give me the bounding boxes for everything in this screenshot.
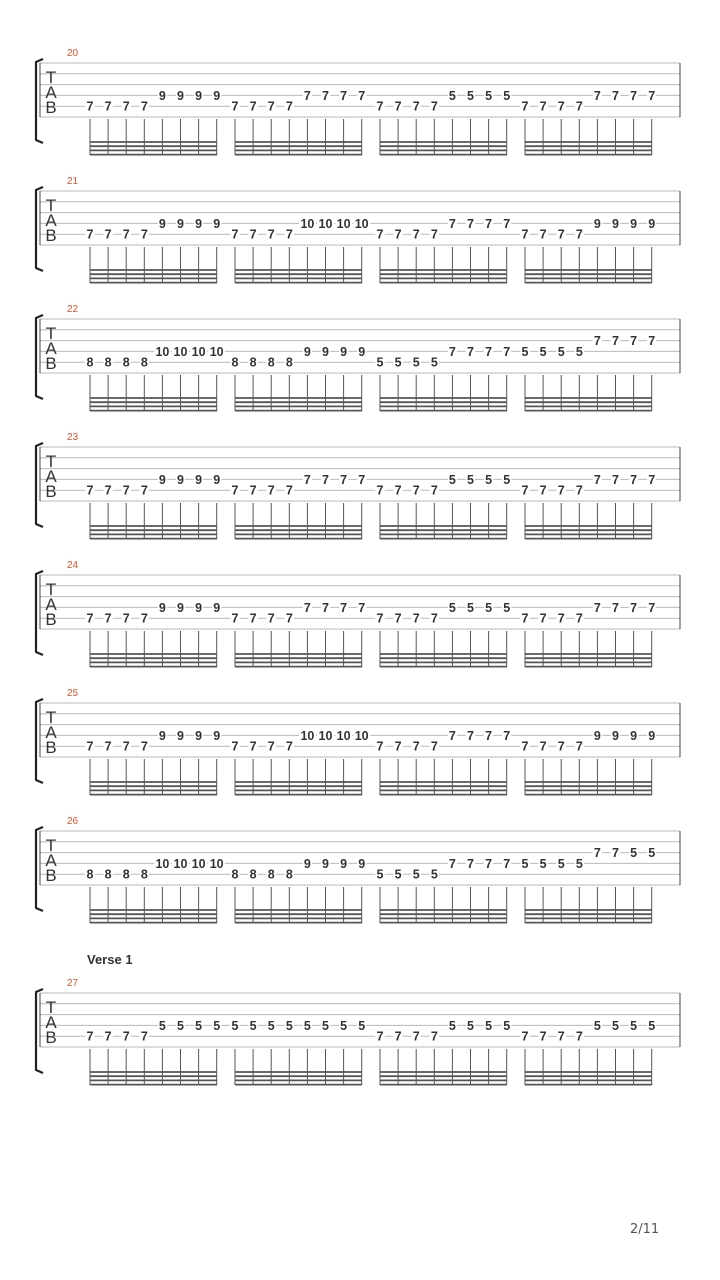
fret-number: 7 (267, 99, 275, 114)
tab-system (36, 176, 680, 283)
fret-number: 7 (467, 344, 474, 359)
fret-number: 9 (213, 600, 221, 615)
fret-number: 5 (285, 1018, 293, 1033)
fret-number: 9 (358, 856, 366, 871)
fret-number: 9 (303, 856, 311, 871)
fret-number: 7 (231, 739, 239, 754)
fret-number: 9 (648, 728, 656, 743)
fret-number: 7 (303, 472, 311, 487)
fret-number: 5 (448, 1018, 456, 1033)
fret-number: 7 (86, 611, 94, 626)
tab-clef-letter: B (45, 1028, 57, 1047)
fret-number: 5 (503, 472, 511, 487)
fret-number: 7 (140, 483, 148, 498)
fret-number: 5 (612, 1018, 619, 1033)
fret-number: 7 (376, 1029, 384, 1044)
fret-number: 7 (394, 611, 402, 626)
fret-number: 8 (249, 355, 257, 370)
fret-number: 8 (231, 355, 239, 370)
fret-number: 8 (122, 867, 130, 882)
fret-number: 5 (630, 1018, 638, 1033)
fret-number: 8 (86, 867, 94, 882)
tab-system (36, 304, 680, 411)
fret-number: 5 (322, 1018, 329, 1033)
fret-number: 8 (140, 355, 148, 370)
fret-number: 7 (503, 216, 511, 231)
fret-number: 7 (376, 739, 384, 754)
fret-number: 7 (340, 88, 348, 103)
fret-number: 8 (140, 867, 148, 882)
tab-clef-letter: T (45, 708, 57, 727)
tab-clef-letter: B (45, 866, 57, 885)
fret-number: 5 (303, 1018, 311, 1033)
fret-number: 9 (340, 856, 348, 871)
fret-number: 7 (485, 856, 493, 871)
fret-number: 5 (539, 344, 547, 359)
fret-number: 10 (336, 728, 351, 743)
fret-number: 7 (122, 739, 130, 754)
fret-number: 7 (140, 1029, 148, 1044)
tab-clef-letter: B (45, 482, 57, 501)
fret-number: 5 (648, 846, 656, 861)
fret-number: 9 (213, 728, 221, 743)
fret-number: 7 (612, 600, 619, 615)
fret-number: 5 (539, 856, 547, 871)
fret-number: 5 (521, 856, 529, 871)
fret-number: 9 (648, 216, 656, 231)
fret-number: 7 (575, 1029, 583, 1044)
fret-number: 7 (557, 483, 565, 498)
tab-clef-letter: A (45, 339, 57, 358)
fret-number: 7 (593, 846, 601, 861)
fret-number: 5 (394, 355, 402, 370)
fret-number: 9 (630, 216, 638, 231)
fret-number: 7 (122, 483, 130, 498)
fret-number: 7 (612, 88, 619, 103)
fret-number: 5 (503, 88, 511, 103)
fret-number: 7 (358, 600, 366, 615)
fret-number: 5 (503, 1018, 511, 1033)
fret-number: 7 (267, 483, 275, 498)
tab-system (36, 688, 680, 795)
fret-number: 7 (521, 99, 529, 114)
fret-number: 9 (593, 728, 601, 743)
fret-number: 9 (303, 344, 311, 359)
fret-number: 10 (173, 856, 188, 871)
fret-number: 7 (557, 739, 565, 754)
fret-number: 5 (358, 1018, 366, 1033)
fret-number: 7 (557, 1029, 565, 1044)
fret-number: 7 (285, 611, 293, 626)
fret-number: 7 (503, 344, 511, 359)
fret-number: 7 (575, 739, 583, 754)
fret-number: 7 (539, 483, 547, 498)
tab-clef-letter: T (45, 324, 57, 343)
fret-number: 7 (521, 1029, 529, 1044)
fret-number: 5 (158, 1018, 166, 1033)
fret-number: 5 (195, 1018, 203, 1033)
fret-number: 5 (231, 1018, 239, 1033)
fret-number: 7 (358, 88, 366, 103)
fret-number: 7 (412, 739, 420, 754)
fret-number: 7 (448, 216, 456, 231)
fret-number: 7 (467, 728, 474, 743)
fret-number: 5 (485, 600, 493, 615)
fret-number: 7 (557, 99, 565, 114)
fret-number: 7 (285, 483, 293, 498)
fret-number: 9 (177, 88, 184, 103)
fret-number: 7 (612, 334, 619, 349)
fret-number: 7 (503, 856, 511, 871)
fret-number: 7 (593, 472, 601, 487)
fret-number: 7 (612, 472, 619, 487)
fret-number: 9 (195, 472, 203, 487)
fret-number: 7 (322, 472, 329, 487)
fret-number: 10 (209, 856, 224, 871)
measure-number: 26 (67, 816, 79, 827)
fret-number: 7 (394, 739, 402, 754)
fret-number: 7 (394, 1029, 402, 1044)
fret-number: 7 (467, 856, 474, 871)
fret-number: 7 (412, 483, 420, 498)
fret-number: 5 (376, 355, 384, 370)
fret-number: 5 (394, 867, 402, 882)
fret-number: 9 (358, 344, 366, 359)
fret-number: 7 (430, 1029, 438, 1044)
fret-number: 8 (267, 867, 275, 882)
fret-number: 7 (249, 611, 257, 626)
fret-number: 8 (267, 355, 275, 370)
fret-number: 7 (485, 344, 493, 359)
fret-number: 5 (448, 88, 456, 103)
fret-number: 7 (322, 600, 329, 615)
fret-number: 7 (231, 99, 239, 114)
fret-number: 5 (575, 856, 583, 871)
tab-system (36, 432, 680, 539)
fret-number: 5 (467, 472, 474, 487)
fret-number: 9 (322, 856, 329, 871)
fret-number: 9 (177, 216, 184, 231)
fret-number: 7 (285, 99, 293, 114)
fret-number: 9 (177, 600, 184, 615)
fret-number: 7 (249, 739, 257, 754)
fret-number: 7 (503, 728, 511, 743)
fret-number: 7 (104, 1029, 112, 1044)
fret-number: 10 (354, 216, 369, 231)
measure-number: 20 (67, 48, 79, 59)
tab-clef-letter: B (45, 738, 57, 757)
fret-number: 7 (303, 600, 311, 615)
fret-number: 10 (191, 856, 206, 871)
fret-number: 10 (191, 344, 206, 359)
fret-number: 7 (104, 611, 112, 626)
fret-number: 9 (158, 728, 166, 743)
fret-number: 5 (267, 1018, 275, 1033)
tab-system (36, 560, 680, 667)
fret-number: 10 (209, 344, 224, 359)
fret-number: 7 (376, 227, 384, 242)
fret-number: 7 (122, 227, 130, 242)
fret-number: 5 (557, 856, 565, 871)
fret-number: 7 (267, 739, 275, 754)
tab-clef-letter: T (45, 68, 57, 87)
fret-number: 7 (104, 483, 112, 498)
tab-clef-letter: A (45, 83, 57, 102)
fret-number: 7 (593, 88, 601, 103)
fret-number: 7 (358, 472, 366, 487)
fret-number: 9 (340, 344, 348, 359)
fret-number: 7 (648, 472, 656, 487)
fret-number: 5 (376, 867, 384, 882)
tab-clef-letter: B (45, 354, 57, 373)
fret-number: 7 (521, 611, 529, 626)
tab-clef-letter: T (45, 452, 57, 471)
fret-number: 7 (104, 739, 112, 754)
fret-number: 8 (122, 355, 130, 370)
fret-number: 5 (485, 472, 493, 487)
section-label: Verse 1 (87, 952, 133, 967)
fret-number: 7 (575, 483, 583, 498)
tab-clef-letter: B (45, 610, 57, 629)
fret-number: 7 (521, 483, 529, 498)
fret-number: 9 (195, 216, 203, 231)
tab-clef-letter: A (45, 467, 57, 486)
fret-number: 7 (104, 99, 112, 114)
fret-number: 7 (340, 472, 348, 487)
fret-number: 7 (430, 99, 438, 114)
fret-number: 7 (267, 611, 275, 626)
fret-number: 7 (521, 739, 529, 754)
fret-number: 5 (593, 1018, 601, 1033)
fret-number: 7 (376, 611, 384, 626)
fret-number: 7 (575, 611, 583, 626)
fret-number: 9 (213, 216, 221, 231)
fret-number: 7 (448, 344, 456, 359)
fret-number: 7 (249, 227, 257, 242)
fret-number: 7 (467, 216, 474, 231)
tab-system (36, 952, 680, 1085)
fret-number: 7 (593, 600, 601, 615)
tab-clef-letter: T (45, 196, 57, 215)
fret-number: 7 (430, 227, 438, 242)
fret-number: 7 (539, 227, 547, 242)
fret-number: 9 (158, 472, 166, 487)
page-number: 2/11 (630, 1222, 660, 1237)
fret-number: 9 (158, 600, 166, 615)
fret-number: 7 (539, 739, 547, 754)
measure-number: 24 (67, 560, 79, 571)
tab-clef-letter: A (45, 851, 57, 870)
fret-number: 9 (177, 472, 184, 487)
fret-number: 7 (612, 846, 619, 861)
fret-number: 5 (412, 867, 420, 882)
fret-number: 7 (340, 600, 348, 615)
fret-number: 9 (213, 472, 221, 487)
fret-number: 7 (557, 227, 565, 242)
fret-number: 7 (285, 739, 293, 754)
fret-number: 5 (430, 355, 438, 370)
fret-number: 9 (213, 88, 221, 103)
fret-number: 7 (593, 334, 601, 349)
fret-number: 5 (177, 1018, 184, 1033)
fret-number: 7 (86, 99, 94, 114)
fret-number: 7 (285, 227, 293, 242)
fret-number: 5 (340, 1018, 348, 1033)
fret-number: 7 (412, 1029, 420, 1044)
fret-number: 7 (575, 99, 583, 114)
fret-number: 7 (648, 600, 656, 615)
fret-number: 5 (448, 472, 456, 487)
fret-number: 7 (485, 728, 493, 743)
measure-number: 25 (67, 688, 79, 699)
fret-number: 7 (412, 227, 420, 242)
fret-number: 10 (155, 344, 170, 359)
measure-number: 27 (67, 978, 79, 989)
fret-number: 5 (575, 344, 583, 359)
fret-number: 5 (630, 846, 638, 861)
fret-number: 7 (648, 88, 656, 103)
fret-number: 5 (412, 355, 420, 370)
fret-number: 7 (630, 334, 638, 349)
tab-clef-letter: T (45, 998, 57, 1017)
fret-number: 10 (173, 344, 188, 359)
fret-number: 7 (394, 227, 402, 242)
fret-number: 7 (430, 483, 438, 498)
fret-number: 7 (539, 99, 547, 114)
fret-number: 10 (155, 856, 170, 871)
fret-number: 10 (336, 216, 351, 231)
fret-number: 7 (267, 227, 275, 242)
tab-clef-letter: T (45, 836, 57, 855)
fret-number: 9 (612, 216, 619, 231)
fret-number: 9 (322, 344, 329, 359)
fret-number: 7 (303, 88, 311, 103)
fret-number: 7 (412, 99, 420, 114)
fret-number: 7 (630, 472, 638, 487)
fret-number: 8 (285, 867, 293, 882)
fret-number: 10 (300, 216, 315, 231)
tab-clef-letter: B (45, 226, 57, 245)
fret-number: 7 (140, 739, 148, 754)
fret-number: 7 (231, 483, 239, 498)
fret-number: 5 (485, 88, 493, 103)
fret-number: 7 (376, 483, 384, 498)
fret-number: 5 (521, 344, 529, 359)
fret-number: 10 (300, 728, 315, 743)
fret-number: 7 (430, 739, 438, 754)
fret-number: 5 (430, 867, 438, 882)
fret-number: 7 (448, 856, 456, 871)
fret-number: 5 (467, 600, 474, 615)
fret-number: 7 (86, 739, 94, 754)
fret-number: 5 (249, 1018, 257, 1033)
fret-number: 7 (122, 99, 130, 114)
fret-number: 7 (231, 611, 239, 626)
fret-number: 10 (318, 216, 333, 231)
fret-number: 7 (394, 483, 402, 498)
fret-number: 5 (503, 600, 511, 615)
fret-number: 7 (249, 99, 257, 114)
tab-clef-letter: A (45, 595, 57, 614)
fret-number: 7 (140, 99, 148, 114)
fret-number: 9 (195, 88, 203, 103)
fret-number: 7 (140, 611, 148, 626)
fret-number: 7 (430, 611, 438, 626)
tab-clef-letter: B (45, 98, 57, 117)
measure-number: 21 (67, 176, 79, 187)
fret-number: 7 (394, 99, 402, 114)
fret-number: 7 (412, 611, 420, 626)
fret-number: 7 (376, 99, 384, 114)
fret-number: 8 (104, 355, 112, 370)
fret-number: 7 (86, 227, 94, 242)
fret-number: 9 (630, 728, 638, 743)
tab-clef-letter: A (45, 211, 57, 230)
fret-number: 7 (249, 483, 257, 498)
fret-number: 9 (158, 88, 166, 103)
fret-number: 7 (86, 1029, 94, 1044)
fret-number: 8 (86, 355, 94, 370)
fret-number: 9 (158, 216, 166, 231)
fret-number: 10 (318, 728, 333, 743)
fret-number: 7 (231, 227, 239, 242)
tab-system (36, 48, 680, 155)
fret-number: 5 (467, 1018, 474, 1033)
fret-number: 5 (557, 344, 565, 359)
tab-clef-letter: A (45, 1013, 57, 1032)
fret-number: 9 (612, 728, 619, 743)
fret-number: 9 (593, 216, 601, 231)
fret-number: 7 (539, 1029, 547, 1044)
measure-number: 23 (67, 432, 79, 443)
fret-number: 7 (122, 611, 130, 626)
fret-number: 7 (485, 216, 493, 231)
tab-system (36, 816, 680, 923)
fret-number: 8 (285, 355, 293, 370)
measure-number: 22 (67, 304, 79, 315)
fret-number: 7 (648, 334, 656, 349)
fret-number: 7 (521, 227, 529, 242)
fret-number: 7 (140, 227, 148, 242)
fret-number: 8 (249, 867, 257, 882)
fret-number: 8 (104, 867, 112, 882)
fret-number: 7 (104, 227, 112, 242)
tab-clef-letter: T (45, 580, 57, 599)
fret-number: 7 (575, 227, 583, 242)
fret-number: 7 (448, 728, 456, 743)
fret-number: 5 (448, 600, 456, 615)
fret-number: 9 (195, 728, 203, 743)
fret-number: 7 (322, 88, 329, 103)
fret-number: 10 (354, 728, 369, 743)
fret-number: 5 (648, 1018, 656, 1033)
tab-clef-letter: A (45, 723, 57, 742)
fret-number: 7 (539, 611, 547, 626)
fret-number: 5 (467, 88, 474, 103)
fret-number: 7 (630, 88, 638, 103)
fret-number: 9 (177, 728, 184, 743)
fret-number: 7 (86, 483, 94, 498)
fret-number: 8 (231, 867, 239, 882)
fret-number: 7 (557, 611, 565, 626)
fret-number: 5 (213, 1018, 221, 1033)
fret-number: 9 (195, 600, 203, 615)
fret-number: 7 (122, 1029, 130, 1044)
fret-number: 5 (485, 1018, 493, 1033)
fret-number: 7 (630, 600, 638, 615)
